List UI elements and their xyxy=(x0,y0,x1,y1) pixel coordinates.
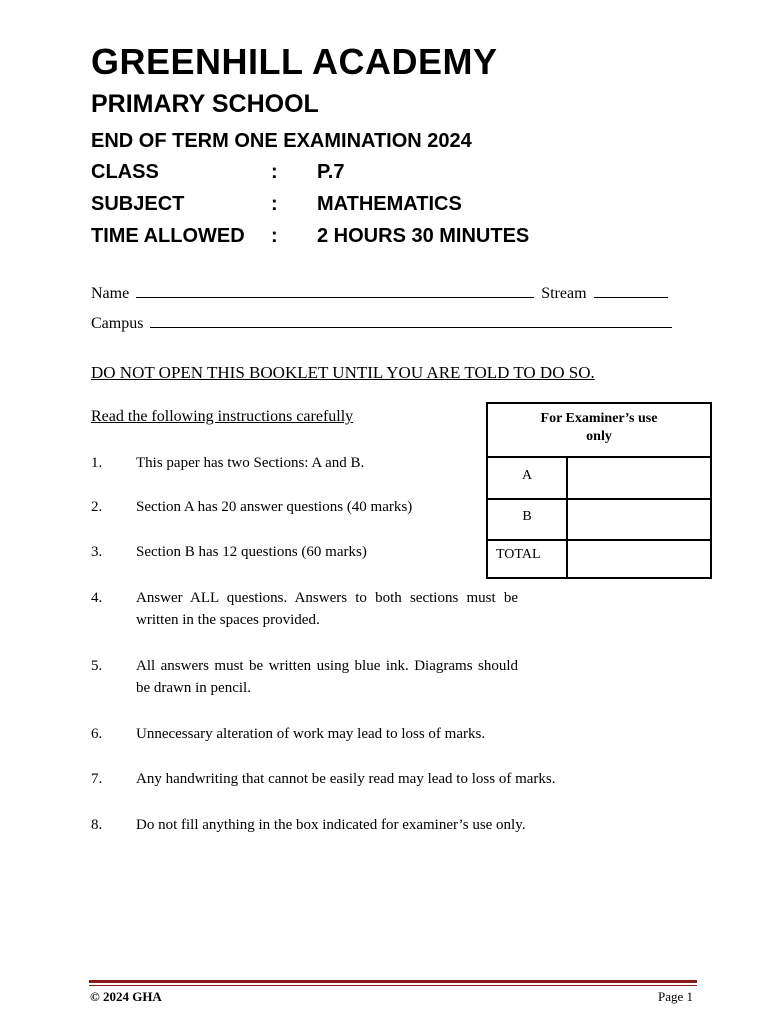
instruction-text: Section A has 20 answer questions (40 marks) xyxy=(136,499,413,515)
examiner-box-heading-text: For Examiner’s use only xyxy=(540,411,658,444)
examiner-row-label: B xyxy=(488,499,568,539)
meta-key: CLASS xyxy=(91,161,159,183)
instruction-text: Answer ALL questions. Answers to both sections must be written in the spaces provided. xyxy=(136,590,518,628)
name-label: Name xyxy=(91,285,130,302)
meta-key: TIME ALLOWED xyxy=(91,225,245,247)
school-name: GREENHILL ACADEMY xyxy=(91,41,498,82)
instruction-text: All answers must be written using blue ink. Diagrams should be drawn in pencil. xyxy=(136,658,518,696)
meta-key: SUBJECT xyxy=(91,193,185,215)
examiner-box xyxy=(486,402,712,579)
examiner-score-cell xyxy=(568,540,710,577)
footer-copyright: © 2024 GHA xyxy=(90,989,162,1004)
instruction-number: 8. xyxy=(91,817,103,833)
meta-value: MATHEMATICS xyxy=(317,193,462,215)
meta-value: P.7 xyxy=(317,161,345,183)
instruction-number: 2. xyxy=(91,499,103,515)
instruction-number: 5. xyxy=(91,658,103,674)
instruction-number: 6. xyxy=(91,726,103,742)
examiner-row-label: A xyxy=(488,458,568,498)
do-not-open-warning: DO NOT OPEN THIS BOOKLET UNTIL YOU ARE TOLD TO DO SO. xyxy=(91,363,595,382)
examiner-row-b xyxy=(488,499,710,541)
name-field[interactable] xyxy=(136,283,534,298)
meta-separator: : xyxy=(271,225,278,247)
meta-value: 2 HOURS 30 MINUTES xyxy=(317,225,530,247)
campus-field[interactable] xyxy=(150,313,672,328)
instruction-number: 3. xyxy=(91,544,103,560)
meta-separator: : xyxy=(271,161,278,183)
campus-label: Campus xyxy=(91,315,144,332)
footer-divider-thin xyxy=(89,985,697,986)
examiner-row-a xyxy=(488,458,710,500)
instruction-text: Do not fill anything in the box indicated for examiner’s use only. xyxy=(136,817,526,833)
stream-label: Stream xyxy=(541,285,587,302)
footer-page-number: Page 1 xyxy=(657,989,693,1004)
examiner-row-total xyxy=(488,540,710,577)
campus-line xyxy=(91,313,675,334)
examiner-row-label: TOTAL xyxy=(488,540,568,577)
name-stream-line xyxy=(91,283,671,304)
examiner-score-cell xyxy=(568,499,710,539)
school-section: PRIMARY SCHOOL xyxy=(91,90,319,118)
instructions-heading: Read the following instructions carefully xyxy=(91,408,354,425)
instruction-text: Section B has 12 questions (60 marks) xyxy=(136,544,367,560)
examiner-score-cell xyxy=(568,458,710,498)
meta-separator: : xyxy=(271,193,278,215)
instruction-text: Unnecessary alteration of work may lead to loss of marks. xyxy=(136,726,486,742)
exam-title: END OF TERM ONE EXAMINATION 2024 xyxy=(91,130,472,152)
stream-field[interactable] xyxy=(594,283,668,298)
instruction-text: Any handwriting that cannot be easily read may lead to loss of marks. xyxy=(136,771,556,787)
instruction-number: 4. xyxy=(91,590,103,606)
instruction-text: This paper has two Sections: A and B. xyxy=(136,455,365,471)
examiner-box-heading xyxy=(488,404,710,458)
footer-divider xyxy=(89,980,697,983)
instruction-number: 1. xyxy=(91,455,103,471)
instruction-number: 7. xyxy=(91,771,103,787)
